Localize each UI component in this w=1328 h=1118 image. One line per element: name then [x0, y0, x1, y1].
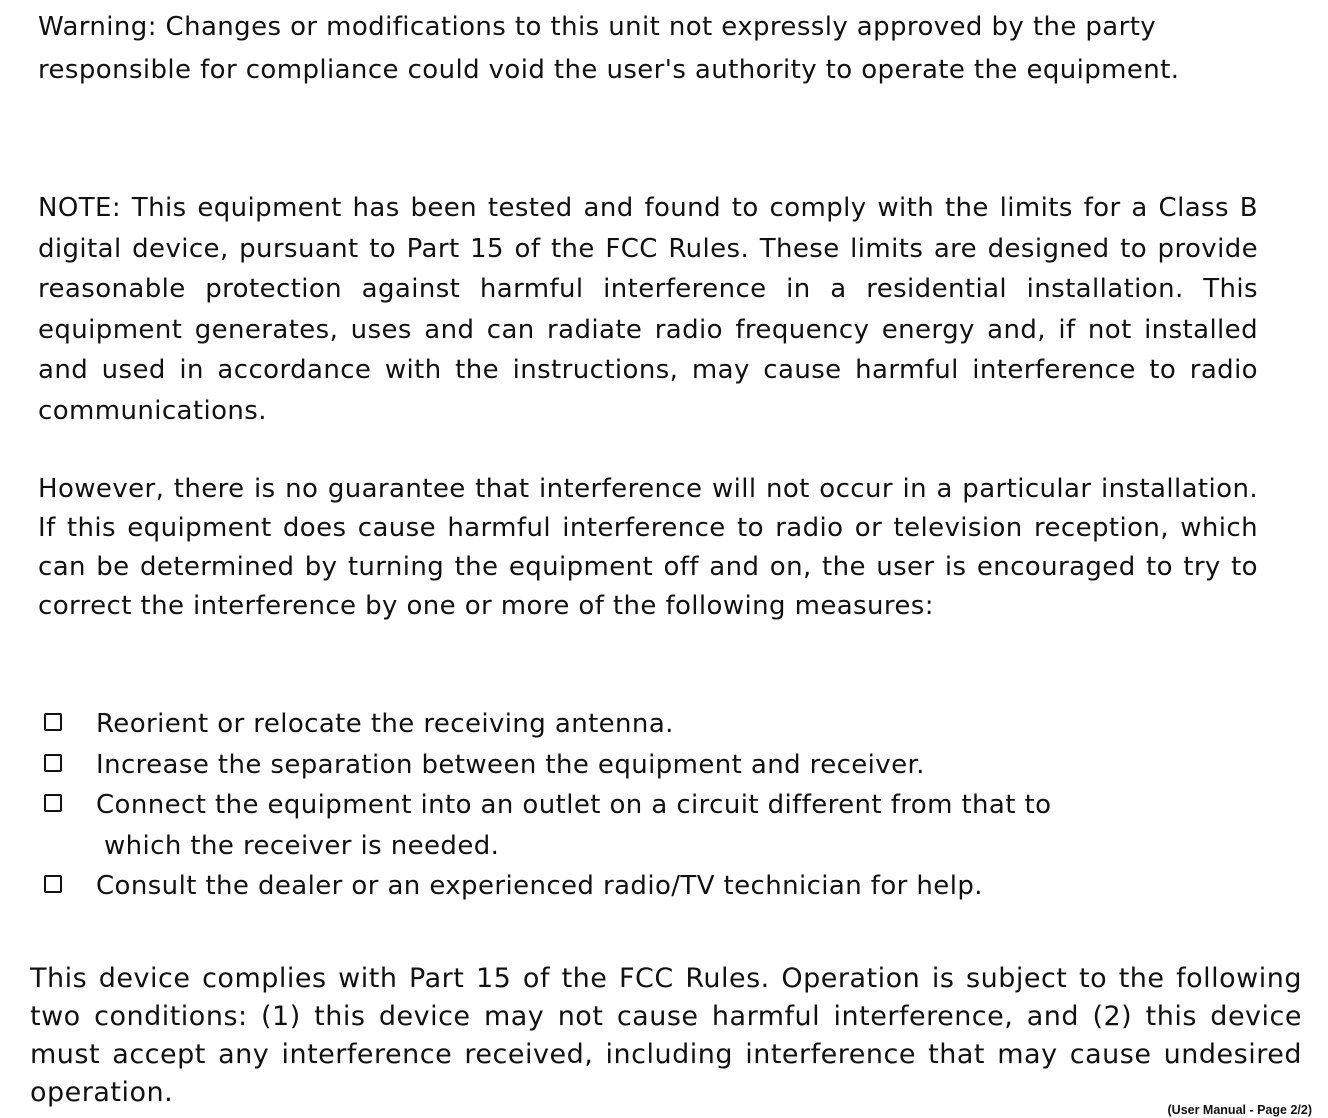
however-paragraph: However, there is no guarantee that interference will not occur in a particular installation. If this equipment does cause harmful interference to radio or television reception, which can be determined by turning the equipment off and on, the user is encouraged to try to correct the interference by one or more of the following measures: [38, 474, 1258, 621]
page-footer: (User Manual - Page 2/2) [1167, 1103, 1312, 1117]
checkbox-square-icon [44, 794, 62, 812]
list-item [40, 866, 1260, 907]
checkbox-square-icon [44, 875, 62, 893]
measures-list [40, 704, 1260, 907]
measure-text: Consult the dealer or an experienced radio/TV technician for help. [96, 871, 983, 901]
list-item [40, 745, 1260, 786]
note-paragraph: NOTE: This equipment has been tested and found to comply with the limits for a Class B digital device, pursuant to Part 15 of the FCC Rules. These limits are designed to provide reasonable protection against harmful interference in a residential installation. This equipment generates, uses and can radiate radio frequency energy and, if not installed and used in accordance with the instructions, may cause harmful interference to radio communications. [38, 193, 1258, 426]
list-item [40, 785, 1260, 866]
checkbox-square-icon [44, 754, 62, 772]
measure-text: Connect the equipment into an outlet on a circuit different from that to [96, 790, 1052, 820]
measure-text-continuation: which the receiver is needed. [104, 830, 500, 861]
warning-paragraph: Warning: Changes or modifications to this unit not expressly approved by the party responsible for compliance could void the user's authority to operate the equipment. [38, 12, 1180, 85]
complies-paragraph: This device complies with Part 15 of the FCC Rules. Operation is subject to the following two conditions: (1) this device may not cause harmful interference, and (2) this device must accept any interference received, including interference that may cause undesired operation. [30, 963, 1302, 1108]
measure-text: Reorient or relocate the receiving antenna. [96, 709, 674, 739]
measure-text: Increase the separation between the equipment and receiver. [96, 749, 925, 780]
list-item [40, 704, 1260, 745]
checkbox-square-icon [44, 713, 62, 731]
